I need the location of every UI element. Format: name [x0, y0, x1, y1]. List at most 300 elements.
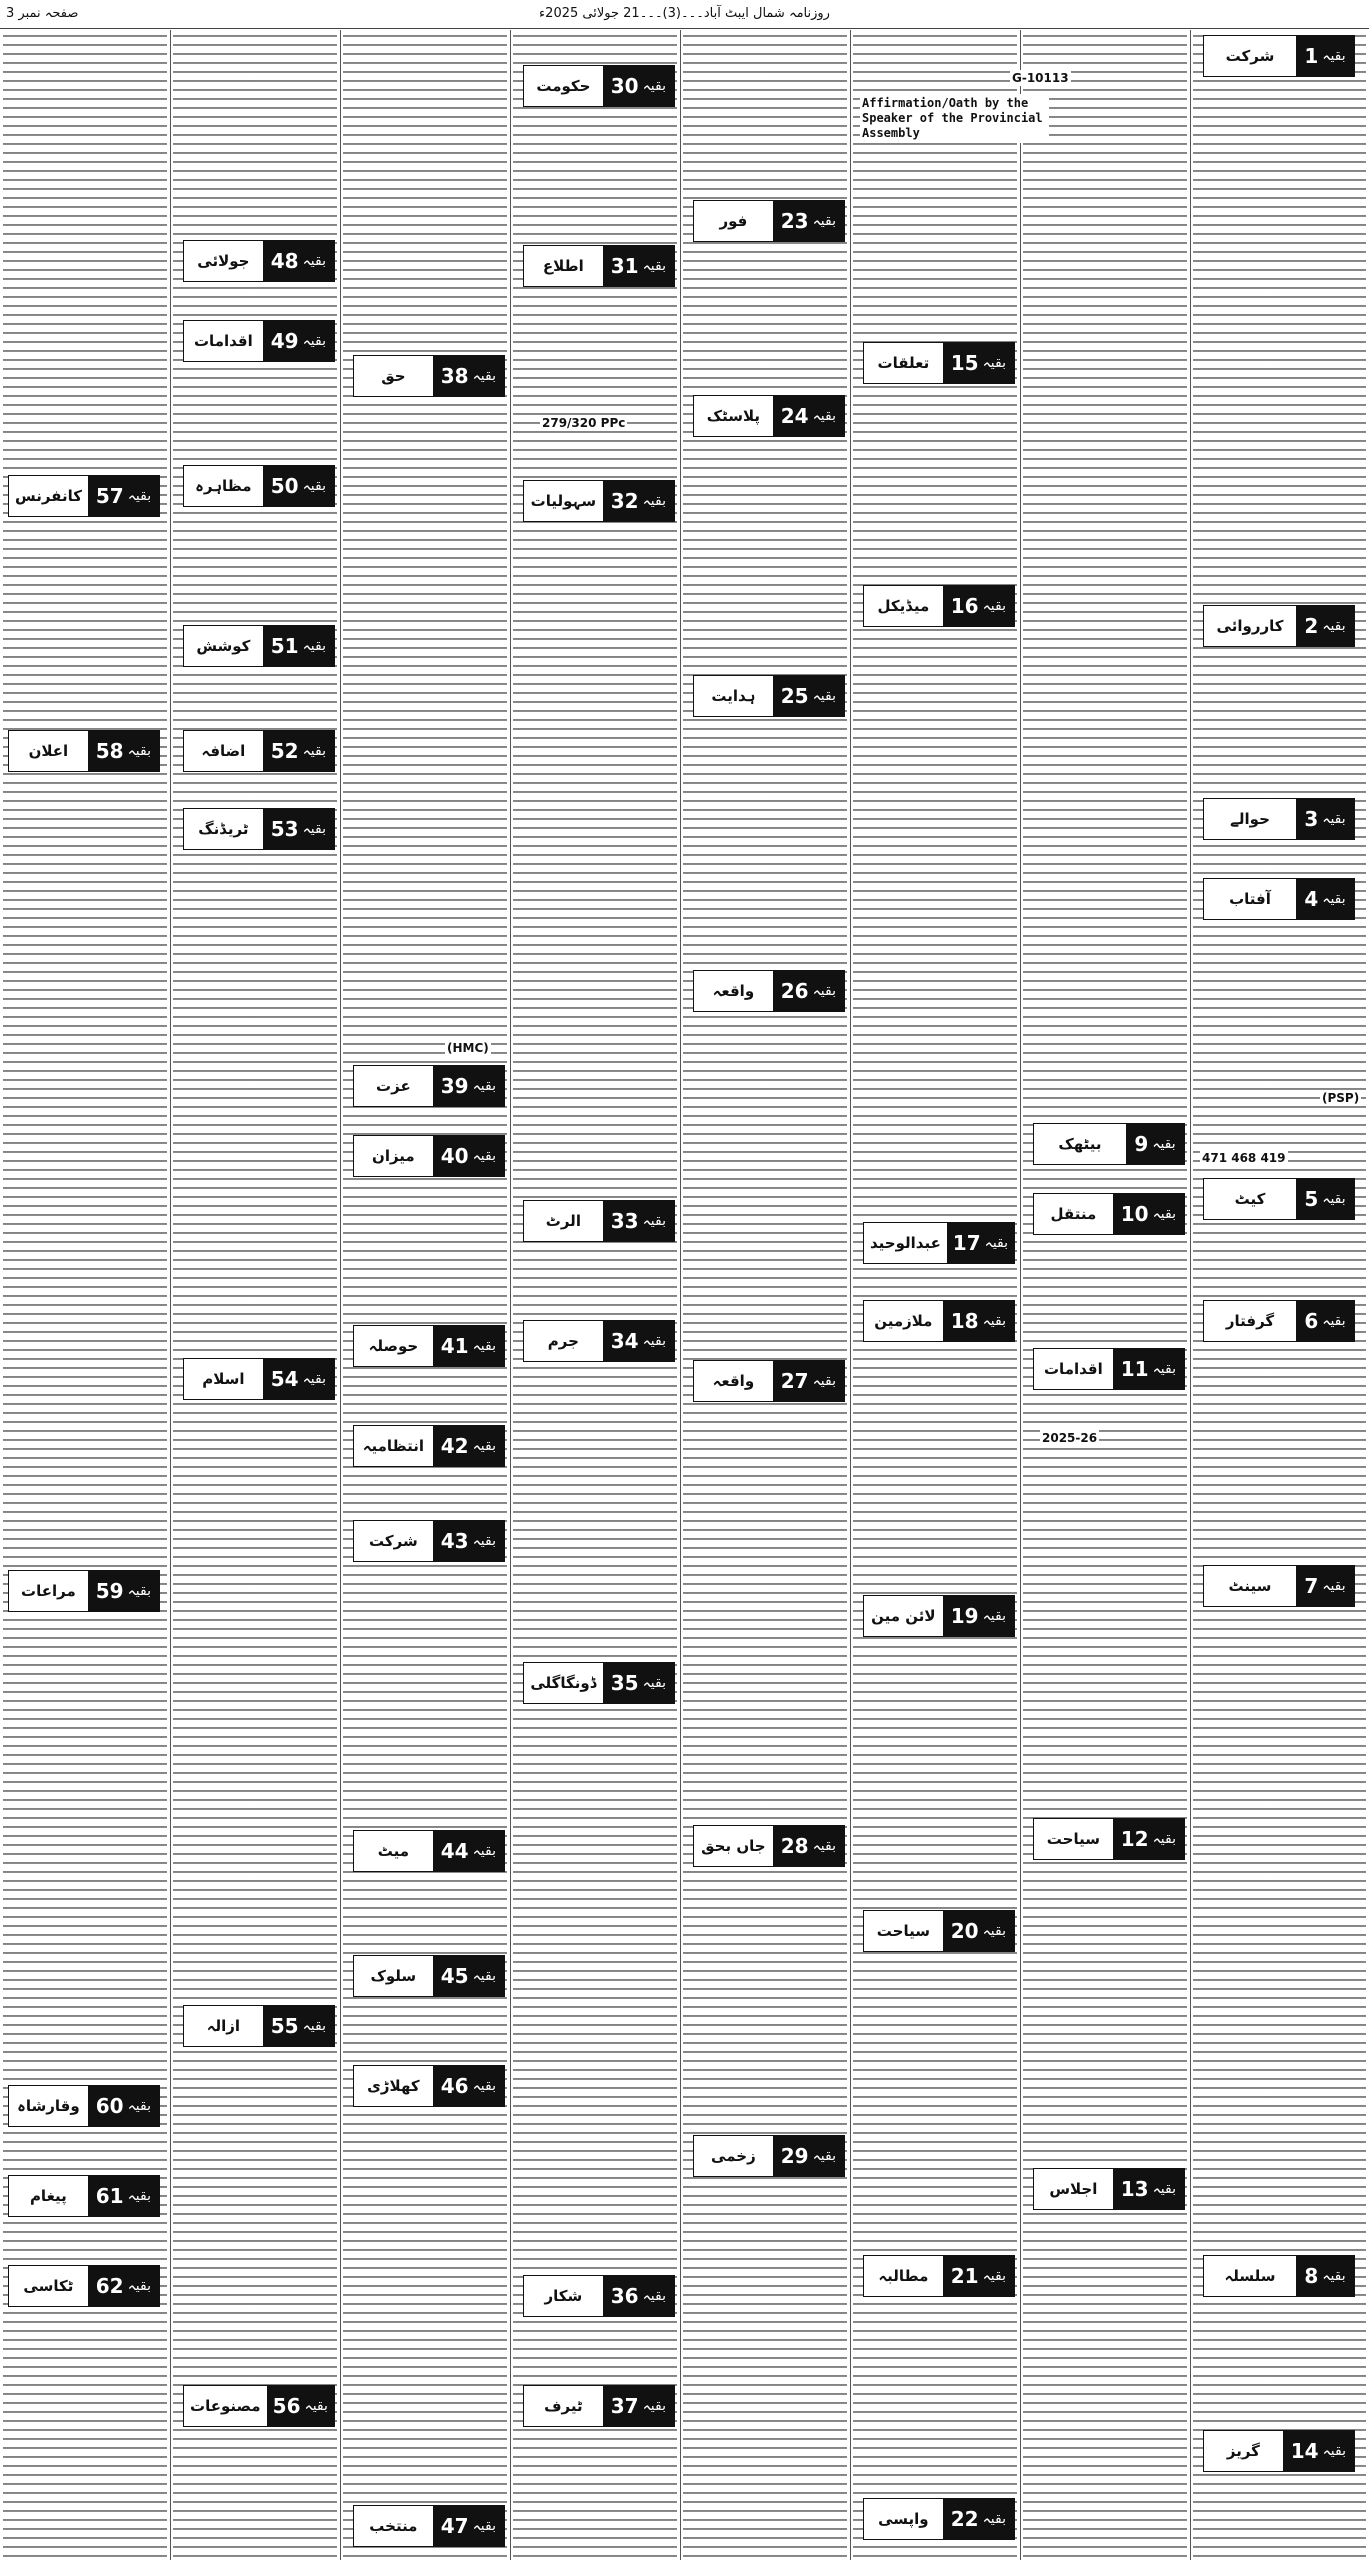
- badge-title: جولائی: [184, 241, 263, 281]
- badge-title: لائن مین: [864, 1596, 943, 1636]
- badge-number-value: 44: [440, 1839, 469, 1863]
- badge-title: واقعہ: [694, 1361, 773, 1401]
- badge-prefix: بقیہ: [982, 598, 1006, 614]
- psp-code: (PSP): [1322, 1091, 1360, 1105]
- continuation-badge-34: [523, 1320, 675, 1362]
- badge-number: [263, 809, 334, 849]
- badge-title: سہولیات: [524, 481, 603, 521]
- badge-number-value: 20: [950, 1919, 979, 1943]
- continuation-badge-9: [1033, 1123, 1185, 1165]
- badge-title: اجلاس: [1034, 2169, 1113, 2209]
- badge-prefix: بقیہ: [302, 821, 326, 837]
- badge-prefix: بقیہ: [1152, 2181, 1176, 2197]
- badge-title: شکار: [524, 2276, 603, 2316]
- badge-prefix: بقیہ: [982, 2268, 1006, 2284]
- continuation-badge-6: [1203, 1300, 1355, 1342]
- badge-title: وقارشاہ: [9, 2086, 88, 2126]
- badge-number: [88, 476, 159, 516]
- badge-title: بیٹھک: [1034, 1124, 1126, 1164]
- badge-number: [603, 481, 674, 521]
- continuation-badge-49: [183, 320, 335, 362]
- continuation-badge-56: [183, 2385, 335, 2427]
- badge-number: [433, 1326, 504, 1366]
- badge-prefix: بقیہ: [1152, 1831, 1176, 1847]
- continuation-badge-16: [863, 585, 1015, 627]
- continuation-badge-57: [8, 475, 160, 517]
- badge-number: [603, 1663, 674, 1703]
- column-body-text: [1193, 30, 1366, 2560]
- badge-number-value: 41: [440, 1334, 469, 1358]
- column-divider: [850, 30, 851, 2560]
- continuation-badge-13: [1033, 2168, 1185, 2210]
- continuation-badge-30: [523, 65, 675, 107]
- badge-title: مظاہرہ: [184, 466, 263, 506]
- badge-prefix: بقیہ: [472, 1078, 496, 1094]
- badge-number: [263, 321, 334, 361]
- continuation-badge-39: [353, 1065, 505, 1107]
- badge-number-value: 59: [95, 1579, 124, 1603]
- badge-title: میٹ: [354, 1831, 433, 1871]
- badge-number-value: 13: [1120, 2177, 1149, 2201]
- badge-prefix: بقیہ: [472, 1148, 496, 1164]
- badge-title: سینٹ: [1204, 1566, 1296, 1606]
- badge-prefix: بقیہ: [642, 1675, 666, 1691]
- badge-prefix: بقیہ: [1152, 1206, 1176, 1222]
- text-column: [173, 30, 337, 2560]
- badge-title: اضافہ: [184, 731, 263, 771]
- badge-prefix: بقیہ: [982, 1923, 1006, 1939]
- badge-number-value: 15: [950, 351, 979, 375]
- badge-number-value: 29: [780, 2144, 809, 2168]
- badge-number: [773, 2136, 844, 2176]
- badge-title: واقعہ: [694, 971, 773, 1011]
- continuation-badge-17: [863, 1222, 1015, 1264]
- badge-number-value: 8: [1304, 2264, 1319, 2288]
- badge-title: ٹیرف: [524, 2386, 603, 2426]
- column-divider: [510, 30, 511, 2560]
- badge-number-value: 6: [1304, 1309, 1319, 1333]
- continuation-badge-14: [1203, 2430, 1355, 2472]
- badge-number-value: 37: [610, 2394, 639, 2418]
- badge-number-value: 58: [95, 739, 124, 763]
- badge-prefix: بقیہ: [982, 1608, 1006, 1624]
- badge-prefix: بقیہ: [1322, 618, 1346, 634]
- badge-number-value: 57: [95, 484, 124, 508]
- continuation-badge-3: [1203, 798, 1355, 840]
- badge-prefix: بقیہ: [302, 638, 326, 654]
- continuation-badge-50: [183, 465, 335, 507]
- continuation-badge-25: [693, 675, 845, 717]
- continuation-badge-1: [1203, 35, 1355, 77]
- badge-prefix: بقیہ: [1322, 1313, 1346, 1329]
- column-divider: [680, 30, 681, 2560]
- badge-number: [1283, 2431, 1354, 2471]
- continuation-badge-35: [523, 1662, 675, 1704]
- continuation-badge-46: [353, 2065, 505, 2107]
- badge-number: [433, 1426, 504, 1466]
- badge-prefix: بقیہ: [302, 478, 326, 494]
- column-divider: [1190, 30, 1191, 2560]
- continuation-badge-29: [693, 2135, 845, 2177]
- badge-number: [943, 343, 1014, 383]
- badge-number: [88, 2086, 159, 2126]
- badge-number: [1296, 606, 1354, 646]
- continuation-badge-15: [863, 342, 1015, 384]
- badge-title: گرفتار: [1204, 1301, 1296, 1341]
- badge-number: [1113, 1819, 1184, 1859]
- badge-number-value: 19: [950, 1604, 979, 1628]
- badge-prefix: بقیہ: [1322, 1191, 1346, 1207]
- badge-title: گریز: [1204, 2431, 1283, 2471]
- badge-number: [603, 1321, 674, 1361]
- column-divider: [1020, 30, 1021, 2560]
- badge-number-value: 11: [1120, 1357, 1149, 1381]
- badge-title: پلاسٹک: [694, 396, 773, 436]
- column-divider: [340, 30, 341, 2560]
- badge-prefix: بقیہ: [984, 1235, 1009, 1251]
- hmc-code: (HMC): [447, 1041, 489, 1055]
- badge-prefix: بقیہ: [1152, 1136, 1176, 1152]
- badge-prefix: بقیہ: [472, 1338, 496, 1354]
- badge-number: [1296, 36, 1354, 76]
- badge-prefix: بقیہ: [472, 1968, 496, 1984]
- badge-title: اطلاع: [524, 246, 603, 286]
- column-body-text: [343, 30, 507, 2560]
- badge-number: [433, 2506, 504, 2546]
- badge-number: [433, 1956, 504, 1996]
- badge-number-value: 2: [1304, 614, 1319, 638]
- continuation-badge-41: [353, 1325, 505, 1367]
- badge-number: [603, 1201, 674, 1241]
- english-notice: Affirmation/Oath by the Speaker of the Provincial Assembly: [860, 94, 1049, 143]
- badge-prefix: بقیہ: [127, 2188, 151, 2204]
- badge-number: [88, 2176, 159, 2216]
- badge-number-value: 10: [1120, 1202, 1149, 1226]
- badge-number-value: 43: [440, 1529, 469, 1553]
- badge-number: [943, 2256, 1014, 2296]
- continuation-badge-2: [1203, 605, 1355, 647]
- badge-prefix: بقیہ: [472, 1843, 496, 1859]
- badge-title: کھلاڑی: [354, 2066, 433, 2106]
- badge-number-value: 18: [950, 1309, 979, 1333]
- badge-title: ٹکاسی: [9, 2266, 88, 2306]
- badge-prefix: بقیہ: [472, 2518, 496, 2534]
- badge-prefix: بقیہ: [127, 743, 151, 759]
- continuation-badge-7: [1203, 1565, 1355, 1607]
- continuation-badge-21: [863, 2255, 1015, 2297]
- badge-title: مراعات: [9, 1571, 88, 1611]
- badge-title: اقدامات: [1034, 1349, 1113, 1389]
- badge-number: [1296, 879, 1354, 919]
- badge-number: [603, 2386, 674, 2426]
- column-divider: [170, 30, 171, 2560]
- badge-title: منتقل: [1034, 1194, 1113, 1234]
- badge-number-value: 55: [270, 2014, 299, 2038]
- continuation-badge-33: [523, 1200, 675, 1242]
- badge-title: اسلام: [184, 1359, 263, 1399]
- badge-prefix: بقیہ: [1322, 2443, 1346, 2459]
- badge-title: عبدالوحید: [864, 1223, 947, 1263]
- continuation-badge-32: [523, 480, 675, 522]
- badge-prefix: بقیہ: [127, 2278, 151, 2294]
- continuation-badge-60: [8, 2085, 160, 2127]
- badge-number: [943, 1596, 1014, 1636]
- badge-number-value: 39: [440, 1074, 469, 1098]
- badge-number: [603, 66, 674, 106]
- badge-number-value: 9: [1134, 1132, 1149, 1156]
- badge-number: [943, 586, 1014, 626]
- badge-number-value: 53: [270, 817, 299, 841]
- badge-number-value: 28: [780, 1834, 809, 1858]
- badge-title: کیٹ: [1204, 1179, 1296, 1219]
- continuation-badge-5: [1203, 1178, 1355, 1220]
- badge-prefix: بقیہ: [127, 488, 152, 504]
- postal-code: G-10113: [1012, 71, 1069, 85]
- badge-number-value: 17: [952, 1231, 981, 1255]
- badge-title: شرکت: [354, 1521, 433, 1561]
- continuation-badge-51: [183, 625, 335, 667]
- badge-number-value: 5: [1304, 1187, 1319, 1211]
- continuation-badge-26: [693, 970, 845, 1012]
- badge-number-value: 27: [780, 1369, 809, 1393]
- badge-number-value: 25: [780, 684, 809, 708]
- badge-number-value: 51: [270, 634, 299, 658]
- badge-title: انتظامیہ: [354, 1426, 433, 1466]
- badge-number: [1113, 2169, 1184, 2209]
- badge-title: کارروائی: [1204, 606, 1296, 646]
- badge-number-value: 32: [610, 489, 639, 513]
- badge-number: [433, 1136, 504, 1176]
- badge-prefix: بقیہ: [1322, 48, 1346, 64]
- badge-title: کانفرنس: [9, 476, 88, 516]
- badge-number-value: 33: [610, 1209, 639, 1233]
- badge-prefix: بقیہ: [127, 1583, 151, 1599]
- badge-number-value: 50: [270, 474, 299, 498]
- continuation-badge-10: [1033, 1193, 1185, 1235]
- badge-number-value: 22: [950, 2507, 979, 2531]
- newspaper-page: [0, 30, 1369, 2560]
- badge-number-value: 36: [610, 2284, 639, 2308]
- text-column: [853, 30, 1017, 2560]
- badge-number-value: 47: [440, 2514, 469, 2538]
- badge-prefix: بقیہ: [302, 2018, 326, 2034]
- badge-number: [433, 356, 504, 396]
- badge-title: ڈونگاگلی: [524, 1663, 603, 1703]
- badge-prefix: بقیہ: [812, 1373, 836, 1389]
- continuation-badge-45: [353, 1955, 505, 1997]
- badge-title: فور: [694, 201, 773, 241]
- badge-number: [433, 1521, 504, 1561]
- badge-prefix: بقیہ: [472, 368, 496, 384]
- badge-title: کوشش: [184, 626, 263, 666]
- text-column: [513, 30, 677, 2560]
- badge-prefix: بقیہ: [982, 355, 1006, 371]
- column-body-text: [173, 30, 337, 2560]
- badge-number-value: 16: [950, 594, 979, 618]
- badge-prefix: بقیہ: [302, 743, 326, 759]
- continuation-badge-55: [183, 2005, 335, 2047]
- badge-number: [773, 1826, 844, 1866]
- continuation-badge-43: [353, 1520, 505, 1562]
- badge-number: [1296, 1566, 1354, 1606]
- badge-title: سلوک: [354, 1956, 433, 1996]
- badge-title: الرٹ: [524, 1201, 603, 1241]
- badge-title: سلسلہ: [1204, 2256, 1296, 2296]
- continuation-badge-40: [353, 1135, 505, 1177]
- badge-number-value: 1: [1304, 44, 1319, 68]
- badge-number: [773, 676, 844, 716]
- badge-prefix: بقیہ: [642, 493, 666, 509]
- badge-number: [263, 466, 334, 506]
- badge-number: [88, 731, 159, 771]
- pp-code: 279/320 PPc: [542, 416, 626, 430]
- badge-number-value: 31: [610, 254, 639, 278]
- fiscal-year: 2025-26: [1042, 1431, 1098, 1445]
- badge-number-value: 34: [610, 1329, 639, 1353]
- continuation-badge-20: [863, 1910, 1015, 1952]
- badge-prefix: بقیہ: [472, 1438, 496, 1454]
- badge-number: [1113, 1349, 1184, 1389]
- badge-number: [943, 1301, 1014, 1341]
- continuation-badge-37: [523, 2385, 675, 2427]
- badge-number: [943, 2499, 1014, 2539]
- badge-number: [1296, 2256, 1354, 2296]
- badge-prefix: بقیہ: [1322, 891, 1346, 907]
- continuation-badge-47: [353, 2505, 505, 2547]
- badge-number: [1113, 1194, 1184, 1234]
- badge-number-value: 62: [95, 2274, 124, 2298]
- continuation-badge-38: [353, 355, 505, 397]
- badge-prefix: بقیہ: [812, 408, 836, 424]
- badge-number: [263, 731, 334, 771]
- badge-number-value: 21: [950, 2264, 979, 2288]
- badge-prefix: بقیہ: [472, 2078, 496, 2094]
- continuation-badge-53: [183, 808, 335, 850]
- badge-title: عزت: [354, 1066, 433, 1106]
- badge-number: [603, 2276, 674, 2316]
- badge-number: [88, 2266, 159, 2306]
- badge-prefix: بقیہ: [812, 688, 836, 704]
- badge-number: [1296, 799, 1354, 839]
- badge-number-value: 52: [270, 739, 299, 763]
- badge-prefix: بقیہ: [642, 2398, 666, 2414]
- badge-number-value: 48: [270, 249, 299, 273]
- badge-prefix: بقیہ: [982, 1313, 1006, 1329]
- badge-number-value: 3: [1304, 807, 1319, 831]
- badge-number: [603, 246, 674, 286]
- badge-number-value: 54: [270, 1367, 299, 1391]
- badge-number: [263, 626, 334, 666]
- badge-prefix: بقیہ: [304, 2398, 328, 2414]
- badge-number: [1296, 1179, 1354, 1219]
- badge-number-value: 45: [440, 1964, 469, 1988]
- continuation-badge-28: [693, 1825, 845, 1867]
- badge-title: سیاحت: [864, 1911, 943, 1951]
- continuation-badge-27: [693, 1360, 845, 1402]
- badge-number: [267, 2386, 334, 2426]
- badge-prefix: بقیہ: [812, 983, 836, 999]
- continuation-badge-4: [1203, 878, 1355, 920]
- badge-prefix: بقیہ: [982, 2511, 1006, 2527]
- badge-number-value: 40: [440, 1144, 469, 1168]
- phone-numbers: 471 468 419: [1202, 1151, 1286, 1165]
- badge-title: ازالہ: [184, 2006, 263, 2046]
- badge-number-value: 56: [272, 2394, 301, 2418]
- badge-prefix: بقیہ: [302, 253, 326, 269]
- badge-prefix: بقیہ: [812, 213, 836, 229]
- badge-title: واپسی: [864, 2499, 943, 2539]
- badge-title: جاں بحق: [694, 1826, 773, 1866]
- badge-number-value: 14: [1290, 2439, 1319, 2463]
- continuation-badge-19: [863, 1595, 1015, 1637]
- badge-number: [773, 971, 844, 1011]
- badge-title: حکومت: [524, 66, 603, 106]
- badge-number-value: 46: [440, 2074, 469, 2098]
- badge-title: آفتاب: [1204, 879, 1296, 919]
- badge-title: شرکت: [1204, 36, 1296, 76]
- column-body-text: [513, 30, 677, 2560]
- badge-number: [433, 1831, 504, 1871]
- continuation-badge-12: [1033, 1818, 1185, 1860]
- badge-title: ہدایت: [694, 676, 773, 716]
- badge-number: [433, 2066, 504, 2106]
- badge-number: [88, 1571, 159, 1611]
- badge-title: مطالبہ: [864, 2256, 943, 2296]
- badge-title: ملازمین: [864, 1301, 943, 1341]
- continuation-badge-61: [8, 2175, 160, 2217]
- badge-number: [773, 201, 844, 241]
- badge-number-value: 49: [270, 329, 299, 353]
- badge-prefix: بقیہ: [472, 1533, 496, 1549]
- badge-title: سیاحت: [1034, 1819, 1113, 1859]
- badge-title: حق: [354, 356, 433, 396]
- badge-number: [773, 396, 844, 436]
- text-column: [343, 30, 507, 2560]
- continuation-badge-31: [523, 245, 675, 287]
- badge-number: [263, 241, 334, 281]
- badge-prefix: بقیہ: [642, 258, 666, 274]
- badge-title: اعلان: [9, 731, 88, 771]
- badge-number: [947, 1223, 1014, 1263]
- continuation-badge-44: [353, 1830, 505, 1872]
- continuation-badge-18: [863, 1300, 1015, 1342]
- badge-prefix: بقیہ: [812, 2148, 836, 2164]
- continuation-badge-8: [1203, 2255, 1355, 2297]
- badge-title: جرم: [524, 1321, 603, 1361]
- badge-number: [943, 1911, 1014, 1951]
- continuation-badge-59: [8, 1570, 160, 1612]
- continuation-badge-22: [863, 2498, 1015, 2540]
- badge-title: میزان: [354, 1136, 433, 1176]
- badge-number: [1126, 1124, 1184, 1164]
- badge-number-value: 24: [780, 404, 809, 428]
- badge-number-value: 30: [610, 74, 639, 98]
- badge-number-value: 42: [440, 1434, 469, 1458]
- badge-title: مصنوعات: [184, 2386, 267, 2426]
- badge-number: [773, 1361, 844, 1401]
- badge-number: [433, 1066, 504, 1106]
- badge-prefix: بقیہ: [642, 78, 666, 94]
- newspaper-masthead: روزنامہ شمال ایبٹ آباد۔۔۔(3)۔۔۔21 جولائی 2025ء: [539, 6, 830, 21]
- badge-title: پیغام: [9, 2176, 88, 2216]
- badge-prefix: بقیہ: [812, 1838, 836, 1854]
- continuation-badge-48: [183, 240, 335, 282]
- badge-title: حوالے: [1204, 799, 1296, 839]
- badge-prefix: بقیہ: [1152, 1361, 1176, 1377]
- badge-number-value: 38: [440, 364, 469, 388]
- badge-number-value: 35: [610, 1671, 639, 1695]
- badge-title: منتخب: [354, 2506, 433, 2546]
